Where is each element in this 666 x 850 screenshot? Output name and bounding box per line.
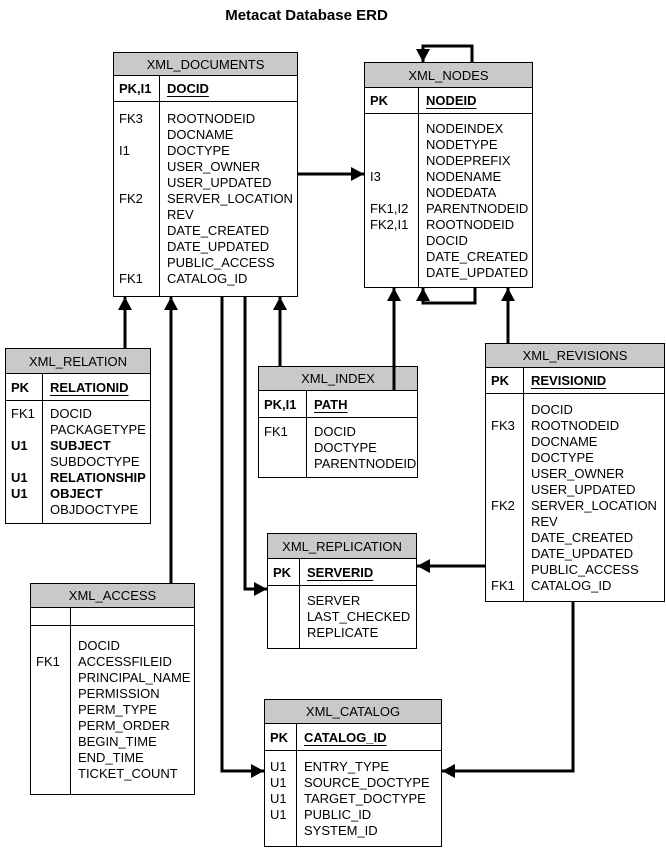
key-column	[268, 586, 300, 648]
column-name: LAST_CHECKED	[307, 609, 411, 624]
column-name: DOCID	[531, 401, 573, 417]
column-name: PERM_TYPE	[78, 702, 157, 717]
key-label	[11, 502, 42, 518]
key-label	[36, 638, 70, 654]
key-column	[265, 751, 297, 846]
key-label	[36, 766, 70, 782]
column-name: OBJECT	[50, 486, 103, 501]
key-label	[273, 625, 299, 641]
column-name: PACKAGETYPE	[50, 422, 146, 437]
column-list	[71, 626, 194, 794]
column-name: BEGIN_TIME	[78, 734, 157, 749]
entity-header-xml_replication: XML_REPLICATION	[268, 534, 416, 559]
column-name: ACCESSFILEID	[78, 654, 172, 669]
key-label: U1	[270, 806, 287, 822]
column-name: DOCTYPE	[314, 439, 377, 455]
pk-column-name: SERVERID	[307, 564, 374, 580]
entity-xml_revisions	[485, 343, 665, 602]
entity-xml_replication	[267, 533, 417, 649]
pk-column-name: DOCID	[167, 81, 209, 96]
key-label	[36, 734, 70, 750]
column-list	[524, 394, 664, 601]
arrowhead-down	[416, 49, 430, 62]
key-label: U1	[270, 758, 287, 774]
key-column	[31, 626, 71, 794]
key-label	[36, 686, 70, 702]
pk-column-name: REVISIONID	[531, 373, 607, 388]
column-name: REV	[531, 513, 558, 529]
column-name: DOCID	[426, 232, 468, 248]
arrowhead-up	[273, 297, 287, 310]
key-label	[491, 514, 523, 530]
key-label	[370, 185, 418, 201]
key-label: I3	[370, 168, 381, 184]
key-label	[491, 482, 523, 498]
key-label: FK1	[491, 577, 515, 593]
key-label	[119, 175, 159, 191]
key-label: FK3	[491, 417, 515, 433]
entity-xml_access	[30, 583, 195, 795]
pk-row-xml_catalog	[265, 724, 441, 751]
key-label: FK1	[119, 271, 143, 286]
column-name: DOCNAME	[167, 127, 234, 142]
key-label	[119, 255, 159, 271]
key-label: FK1	[264, 423, 288, 439]
attribute-area-xml_index	[259, 418, 417, 477]
column-name: DOCID	[314, 423, 356, 439]
pk-key-cell: PK	[6, 374, 43, 400]
column-name: NODEDATA	[426, 184, 497, 200]
entity-xml_index	[258, 366, 418, 478]
key-label	[370, 121, 418, 137]
connector-relation-to-documents	[118, 297, 132, 348]
arrowhead-up	[416, 288, 430, 301]
column-name: REPLICATE	[307, 625, 379, 640]
column-name: DATE_CREATED	[426, 248, 529, 264]
column-name: NODEPREFIX	[426, 152, 511, 168]
key-label	[273, 609, 299, 625]
column-name: SERVER_LOCATION	[167, 191, 293, 206]
connector-documents-to-nodes	[298, 167, 364, 181]
key-label	[36, 750, 70, 766]
column-list	[419, 114, 532, 287]
entity-header-xml_index: XML_INDEX	[259, 367, 417, 391]
pk-row-xml_relation	[6, 374, 150, 401]
pk-column-name: NODEID	[426, 93, 477, 108]
column-name: PUBLIC_ID	[304, 806, 372, 822]
key-label	[119, 207, 159, 223]
arrowhead-up	[501, 288, 515, 301]
key-label	[119, 127, 159, 143]
column-name: END_TIME	[78, 750, 144, 765]
arrowhead-left	[442, 764, 455, 778]
connector-nodes-self-loop-bottom	[416, 288, 475, 303]
arrowhead-right	[251, 764, 264, 778]
attribute-area-xml_documents	[114, 102, 297, 296]
key-column	[6, 401, 43, 523]
attribute-area-xml_relation	[6, 401, 150, 523]
column-list	[297, 751, 441, 846]
key-column	[486, 394, 524, 601]
key-label: FK2	[119, 191, 143, 206]
attribute-area-xml_catalog	[265, 751, 441, 846]
key-label: FK3	[119, 111, 143, 126]
key-label: FK2	[491, 497, 515, 513]
key-label	[491, 562, 523, 578]
column-name: NODETYPE	[426, 136, 498, 152]
entity-xml_documents	[113, 52, 298, 297]
key-label	[264, 440, 306, 456]
key-label: FK1,I2	[370, 200, 409, 216]
column-name: CATALOG_ID	[531, 577, 612, 593]
key-label	[491, 466, 523, 482]
pk-row-xml_index	[259, 391, 417, 418]
entity-xml_nodes	[364, 62, 533, 288]
connector-index-to-documents	[273, 297, 287, 366]
key-label: FK2,I1	[370, 216, 409, 232]
entity-xml_catalog	[264, 699, 442, 847]
column-name: ROOTNODEID	[531, 417, 620, 433]
connector-revisions-to-catalog	[442, 602, 573, 778]
column-name: SUBDOCTYPE	[50, 454, 140, 469]
key-label	[119, 223, 159, 239]
pk-row-xml_documents	[114, 76, 297, 102]
key-label	[264, 456, 306, 472]
connector-nodes-self-loop-top	[416, 46, 472, 62]
connector-revisions-to-nodes	[501, 288, 515, 343]
column-name: OBJDOCTYPE	[50, 502, 139, 517]
column-name: PERM_ORDER	[78, 718, 170, 733]
arrowhead-right	[254, 582, 267, 596]
pk-row-xml_nodes	[365, 88, 532, 114]
column-name: SERVER_LOCATION	[531, 497, 657, 513]
pk-column-name: RELATIONID	[50, 379, 129, 395]
column-name: DATE_CREATED	[531, 529, 634, 545]
arrowhead-right	[351, 167, 364, 181]
column-name: SYSTEM_ID	[304, 822, 378, 838]
column-name: USER_UPDATED	[167, 175, 272, 190]
key-label	[36, 702, 70, 718]
pk-column-name: PATH	[314, 396, 348, 412]
pk-row-xml_revisions	[486, 368, 664, 394]
key-column	[114, 102, 160, 296]
pk-row-xml_access	[31, 608, 194, 626]
key-label	[36, 718, 70, 734]
column-name: SUBJECT	[50, 438, 111, 453]
column-name: DOCID	[78, 638, 120, 653]
column-name: DOCNAME	[531, 433, 598, 449]
pk-row-xml_replication	[268, 559, 416, 586]
attribute-area-xml_nodes	[365, 114, 532, 287]
entity-header-xml_relation: XML_RELATION	[6, 349, 150, 374]
key-label	[370, 137, 418, 153]
column-name: ROOTNODEID	[426, 216, 515, 232]
key-label: FK1	[11, 406, 35, 421]
key-label	[491, 546, 523, 562]
column-name: PARENTNODEID	[426, 200, 529, 216]
column-name: DOCTYPE	[167, 143, 230, 158]
column-name: REV	[167, 207, 194, 222]
column-name: PRINCIPAL_NAME	[78, 670, 191, 685]
attribute-area-xml_revisions	[486, 394, 664, 601]
key-label: U1	[270, 790, 287, 806]
column-name: DATE_UPDATED	[426, 264, 529, 280]
column-list	[43, 401, 150, 523]
arrowhead-up	[387, 288, 401, 301]
connector-access-to-documents	[164, 297, 178, 583]
key-label	[119, 239, 159, 255]
column-name: CATALOG_ID	[167, 271, 248, 286]
key-label	[491, 450, 523, 466]
column-name: SERVER	[307, 593, 361, 608]
entity-xml_relation	[5, 348, 151, 524]
key-label	[36, 670, 70, 686]
key-label	[491, 402, 523, 418]
key-label: FK1	[36, 654, 60, 669]
arrowhead-left	[417, 559, 430, 573]
column-name: ROOTNODEID	[167, 111, 256, 126]
column-name: TICKET_COUNT	[78, 766, 178, 781]
column-name: DATE_CREATED	[167, 223, 270, 238]
diagram-title: Metacat Database ERD	[225, 7, 388, 24]
column-name: SOURCE_DOCTYPE	[304, 774, 430, 790]
connector-revisions-to-replication	[417, 559, 485, 573]
column-name: USER_UPDATED	[531, 481, 636, 497]
key-label	[270, 823, 296, 839]
key-label	[491, 434, 523, 450]
key-label: I1	[119, 143, 130, 158]
key-label: U1	[11, 470, 28, 485]
pk-key-cell: PK,I1	[259, 391, 307, 417]
entity-header-xml_documents: XML_DOCUMENTS	[114, 53, 297, 76]
key-label	[11, 422, 42, 438]
key-label	[273, 593, 299, 609]
key-label	[370, 233, 418, 249]
key-label	[370, 249, 418, 265]
pk-key-cell: PK	[486, 368, 524, 393]
key-label: U1	[11, 486, 28, 501]
entity-header-xml_access: XML_ACCESS	[31, 584, 194, 608]
key-label	[491, 530, 523, 546]
pk-column-name: CATALOG_ID	[304, 729, 387, 745]
pk-column-name	[71, 608, 194, 625]
column-name: RELATIONSHIP	[50, 470, 146, 485]
column-name: USER_OWNER	[167, 159, 261, 174]
column-name: DATE_UPDATED	[531, 545, 634, 561]
arrowhead-up	[118, 297, 132, 310]
entity-header-xml_revisions: XML_REVISIONS	[486, 344, 664, 368]
key-label	[370, 265, 418, 281]
key-label: U1	[270, 774, 287, 790]
pk-key-cell: PK	[365, 88, 419, 113]
arrowhead-up	[164, 297, 178, 310]
attribute-area-xml_access	[31, 626, 194, 794]
pk-key-cell: PK	[265, 724, 297, 750]
column-name: DATE_UPDATED	[167, 239, 270, 254]
pk-key-cell: PK,I1	[114, 76, 160, 101]
key-label	[119, 159, 159, 175]
pk-key-cell	[31, 608, 71, 625]
key-label: U1	[11, 438, 28, 453]
column-name: PUBLIC_ACCESS	[531, 561, 639, 577]
column-list	[300, 586, 416, 648]
column-name: NODENAME	[426, 168, 502, 184]
key-column	[365, 114, 419, 287]
column-name: DOCTYPE	[531, 449, 594, 465]
column-name: NODEINDEX	[426, 120, 504, 136]
column-list	[307, 418, 417, 477]
column-name: PERMISSION	[78, 686, 160, 701]
column-list	[160, 102, 297, 296]
column-name: USER_OWNER	[531, 465, 625, 481]
entity-header-xml_nodes: XML_NODES	[365, 63, 532, 88]
entity-header-xml_catalog: XML_CATALOG	[265, 700, 441, 724]
key-label	[11, 454, 42, 470]
column-name: DOCID	[50, 406, 92, 421]
column-name: PARENTNODEID	[314, 455, 417, 471]
attribute-area-xml_replication	[268, 586, 416, 648]
key-label	[370, 153, 418, 169]
column-name: TARGET_DOCTYPE	[304, 790, 426, 806]
column-name: PUBLIC_ACCESS	[167, 255, 275, 270]
key-column	[259, 418, 307, 477]
pk-key-cell: PK	[268, 559, 300, 585]
column-name: ENTRY_TYPE	[304, 758, 390, 774]
